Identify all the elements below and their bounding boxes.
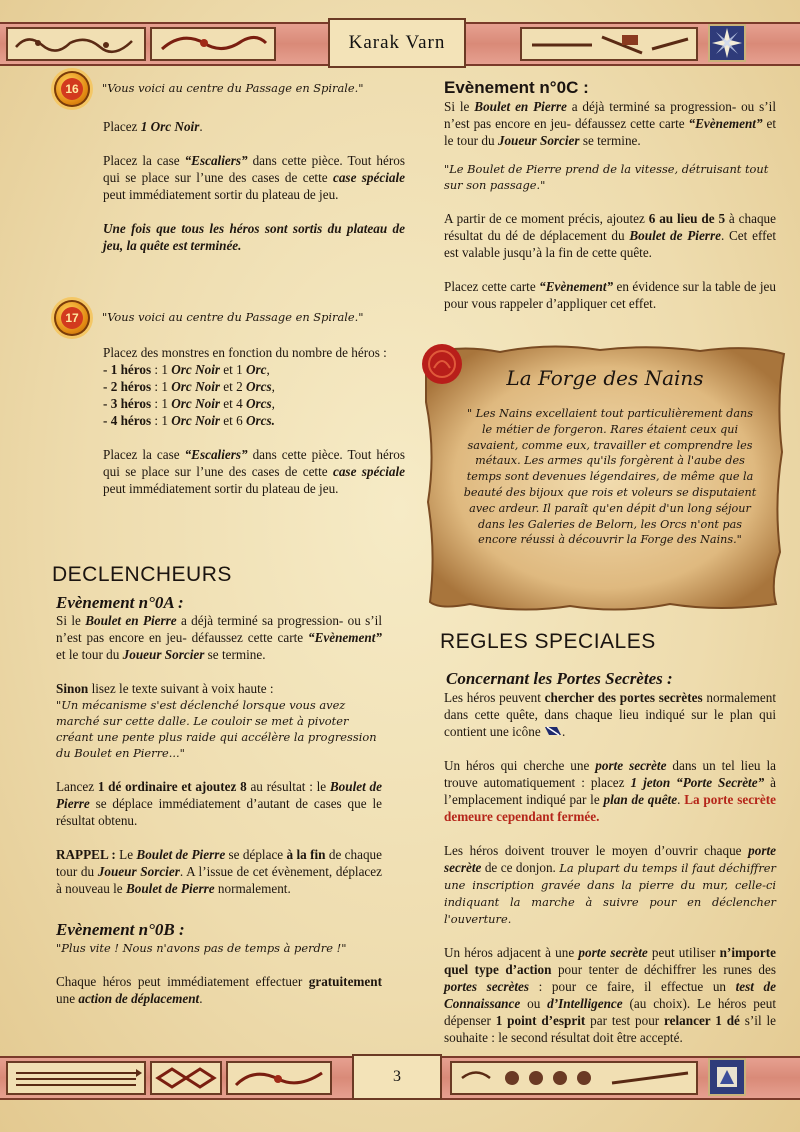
list-item: - 4 héros : 1 Orc Noir et 6 Orcs. [103,413,275,428]
list-item: - 1 héros : 1 Orc Noir et 1 Orc, [103,362,270,377]
list-item: - 2 héros : 1 Orc Noir et 2 Orcs, [103,379,275,394]
dwarf-emblem-icon [708,1058,746,1096]
footer-ornament-arrows [6,1061,146,1095]
regles-heading: REGLES SPECIALES [440,630,656,653]
event-0c-title: Evènement n°0C : [444,78,589,97]
page-number: 3 [352,1054,442,1100]
footer-ornament-skulls [450,1061,698,1095]
event-0a-text: Si le Boulet en Pierre a déjà terminé sa progression- ou s’il n’est pas encore en jeu- défaussez cette carte “Evènement” et le tour du Joueur Sorcier se termine. Sinon lisez le texte suivant à voix haute : "Un mécanisme s'est déclenché lorsque vous avez marché sur cette dalle. Le couloir se met à pivoter créant une pente plus raide qui accélère la progression du Boulet en Pierre..." Lancez 1 dé ordinaire et ajoutez 8 au résultat : le Boulet de Pierre se déplace immédiatement d’autant de cases que le résultat obtenu. RAPPEL : Le Boulet de Pierre se déplace à la fin de chaque tour du Joueur Sorcier. A l’issue de cet évènement, déplacez à nouveau le Boulet de Pierre normalement. [56,613,383,896]
event-0c-text: Si le Boulet en Pierre a déjà terminé sa progression- ou s’il n’est pas encore en jeu- défaussez cette carte “Evènement” et le tour du Joueur Sorcier se termine. "Le Boulet de Pierre prend de la vitesse, détruisant tout sur son passage." A partir de ce moment précis, ajoutez 6 au lieu de 5 à chaque résultat du dé de déplacement du Boulet de Pierre. Cet effet est valable jusqu’à la fin de cette quête. Placez cette carte “Evènement” en évidence sur la table de jeu pour vous rappeler d’appliquer cet effet. [444,99,777,311]
forge-text: " Les Nains excellaient tout particulièrement dans le métier de forgeron. Rares étaient ceux qui savaient, comme eux, travailler et comprendre les métaux. Les armes qu'ils forgèrent à l'aube des temps sont devenues légendaires, de même que la beauté des bijoux que rois et voleurs se disputaient avec ardeur. Il paraît qu'en dépit d'un long séjour dans les Galeries de Belorn, les Orcs n'ont pas encore réussi à découvrir la Forge des Nains." [463,407,757,547]
portes-text: Les héros peuvent chercher des portes secrètes normalement dans cette quête, dans chaque lieu indiqué sur le plan qui contient une icône . Un héros qui cherche une porte secrète dans un tel lieu la trouve automatiquement : placez 1 jeton “Porte Secrète” à l’emplacement indiqué par le plan de quête. La porte secrète demeure cependant fermée. Les héros doivent trouver le moyen d’ouvrir chaque porte secrète de ce donjon. La plupart du temps il faut déchiffrer une inscription gravée dans la pierre du mur, celle-ci indiquant la marche à suivre pour en déclencher l'ouverture. Un héros adjacent à une porte secrète peut utiliser n’importe quel type d’action pour tenter de déchiffrer les runes des portes secrètes : pour ce faire, il effectue un test de Connaissance ou d’Intelligence (au choix). Le héros peut dépenser 1 point d’esprit par test pour relancer 1 dé s’il le souhaite : le second résultat doit être accepté. [444,690,777,1045]
step-badge-17: 17 [54,300,90,336]
step16-quote: "Vous voici au centre du Passage en Spirale." [102,81,364,95]
header-ornament-dragon [150,27,276,61]
footer-ornament-dragon [226,1061,332,1095]
wax-seal-icon [420,342,464,386]
step17-text: Placez des monstres en fonction du nombre de héros : - 1 héros : 1 Orc Noir et 1 Orc, - 2 héros : 1 Orc Noir et 2 Orcs, - 3 héros : 1 Orc Noir et 4 Orcs, - 4 héros : 1 Orc Noir et 6 Orcs. Placez la case “Escaliers” dans cette pièce. Tout héros qui se place sur l’une des cases de cette case spéciale peut immédiatement sortir du plateau de jeu. [103,345,405,496]
footer-band [0,1056,800,1100]
declencheurs-heading: DECLENCHEURS [52,563,232,586]
portes-title: Concernant les Portes Secrètes : [446,669,673,688]
page-title: Karak Varn [328,18,466,68]
step-badge-16: 16 [54,71,90,107]
secret-door-icon [544,725,562,737]
event-0a-title: Evènement n°0A : [56,593,184,612]
event-0b-title: Evènement n°0B : [56,920,185,939]
step16-text: Placez 1 Orc Noir. Placez la case “Escaliers” dans cette pièce. Tout héros qui se place sur l’une des cases de cette case spéciale peut immédiatement sortir du plateau de jeu. Une fois que tous les héros sont sortis du plateau de jeu, la quête est terminée. [103,119,405,253]
event-0b-text: "Plus vite ! Nous n'avons pas de temps à perdre !" Chaque héros peut immédiatement effectuer gratuitement une action de déplacement. [56,941,382,1006]
forge-scroll [420,342,790,614]
header-band [0,22,800,66]
step17-quote: "Vous voici au centre du Passage en Spirale." [102,310,364,324]
list-item: - 3 héros : 1 Orc Noir et 4 Orcs, [103,396,275,411]
header-ornament-left [6,27,146,61]
header-ornament-weapons [520,27,698,61]
forge-title: La Forge des Nains [506,366,704,390]
footer-ornament-diamonds [150,1061,222,1095]
compass-star-icon [708,24,746,62]
